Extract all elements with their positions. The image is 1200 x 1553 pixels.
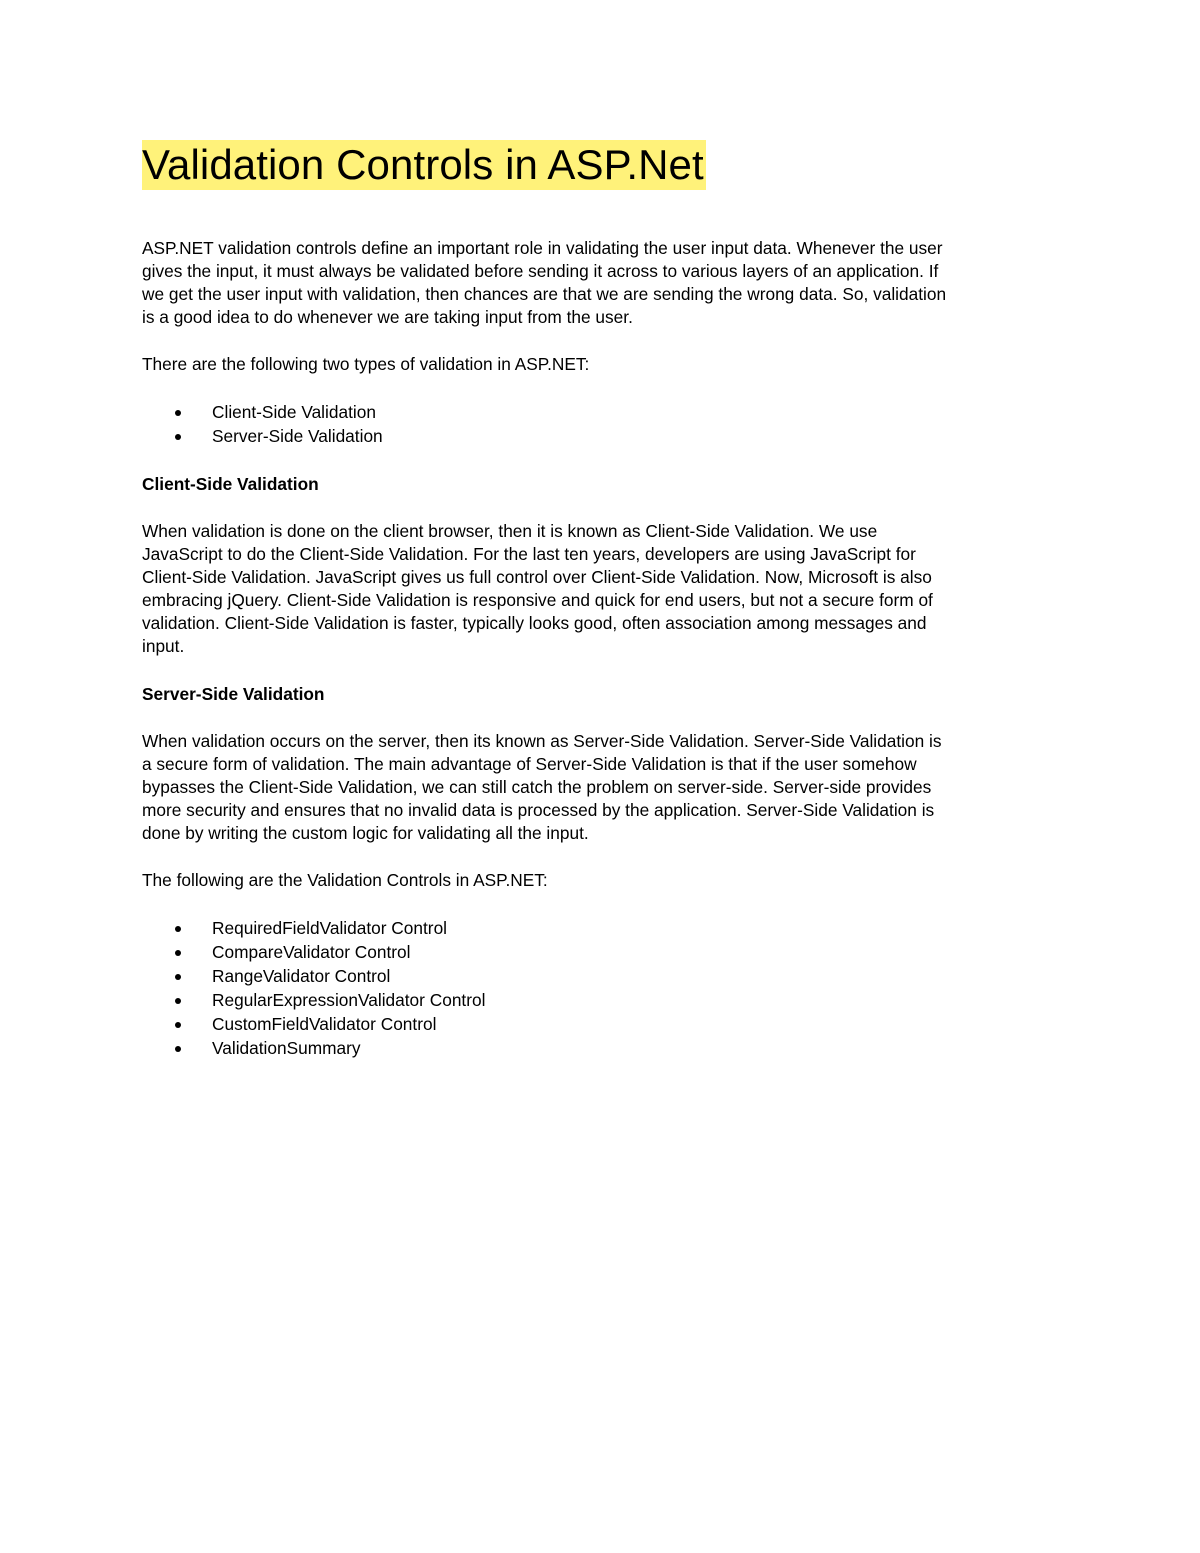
bullet-icon xyxy=(175,998,181,1004)
validation-controls-list xyxy=(142,916,1062,1060)
server-line: When validation occurs on the server, then its known as Server-Side Validation. Server-Side Validation is xyxy=(142,731,942,751)
list-item xyxy=(142,964,1062,988)
intro-line: is a good idea to do whenever we are taking input from the user. xyxy=(142,307,633,327)
list-item-label: Client-Side Validation xyxy=(212,402,376,422)
client-side-heading: Client-Side Validation xyxy=(142,474,319,494)
intro-line: gives the input, it must always be validated before sending it across to various layers of an application. If xyxy=(142,261,939,281)
bullet-icon xyxy=(175,1046,181,1052)
list-item-label: RequiredFieldValidator Control xyxy=(212,918,448,938)
client-line: JavaScript to do the Client-Side Validation. For the last ten years, developers are using JavaScript for xyxy=(142,544,916,564)
list-item-label: RangeValidator Control xyxy=(212,966,391,986)
validation-types-list xyxy=(142,400,1062,448)
server-line: done by writing the custom logic for validating all the input. xyxy=(142,823,589,843)
intro-line: ASP.NET validation controls define an important role in validating the user input data. Whenever the user xyxy=(142,238,943,258)
list-item xyxy=(142,940,1062,964)
types-intro: There are the following two types of validation in ASP.NET: xyxy=(142,354,590,374)
title-block xyxy=(142,140,1062,201)
list-item xyxy=(142,1012,1062,1036)
bullet-icon xyxy=(175,926,181,932)
bullet-icon xyxy=(175,950,181,956)
client-line: Client-Side Validation. JavaScript gives us full control over Client-Side Validation. Now, Microsoft is also xyxy=(142,567,932,587)
bullet-icon xyxy=(175,410,181,416)
list-item-label: ValidationSummary xyxy=(212,1038,361,1058)
client-line: embracing jQuery. Client-Side Validation is responsive and quick for end users, but not a secure form of xyxy=(142,590,933,610)
client-line: validation. Client-Side Validation is faster, typically looks good, often association among messages and xyxy=(142,613,927,633)
list-item-label: CustomFieldValidator Control xyxy=(212,1014,437,1034)
server-side-paragraph xyxy=(142,730,1062,845)
bullet-icon xyxy=(175,1022,181,1028)
bullet-icon xyxy=(175,434,181,440)
document-title: Validation Controls in ASP.Net xyxy=(142,141,704,188)
server-line: a secure form of validation. The main advantage of Server-Side Validation is that if the user somehow xyxy=(142,754,917,774)
server-line: bypasses the Client-Side Validation, we can still catch the problem on server-side. Server-side provides xyxy=(142,777,932,797)
list-item xyxy=(142,424,1062,448)
client-side-paragraph xyxy=(142,520,1062,658)
list-item-label: CompareValidator Control xyxy=(212,942,411,962)
client-line: input. xyxy=(142,636,185,656)
list-item xyxy=(142,400,1062,424)
intro-paragraph xyxy=(142,237,1062,329)
list-item xyxy=(142,988,1062,1012)
client-line: When validation is done on the client browser, then it is known as Client-Side Validation. We use xyxy=(142,521,878,541)
document-page xyxy=(142,140,1062,1084)
list-item-label: RegularExpressionValidator Control xyxy=(212,990,486,1010)
bullet-icon xyxy=(175,974,181,980)
server-line: more security and ensures that no invalid data is processed by the application. Server-Side Validation is xyxy=(142,800,935,820)
intro-line: we get the user input with validation, then chances are that we are sending the wrong data. So, validation xyxy=(142,284,947,304)
list-item xyxy=(142,1036,1062,1060)
controls-intro: The following are the Validation Controls in ASP.NET: xyxy=(142,870,548,890)
list-item xyxy=(142,916,1062,940)
server-side-heading: Server-Side Validation xyxy=(142,684,325,704)
list-item-label: Server-Side Validation xyxy=(212,426,383,446)
